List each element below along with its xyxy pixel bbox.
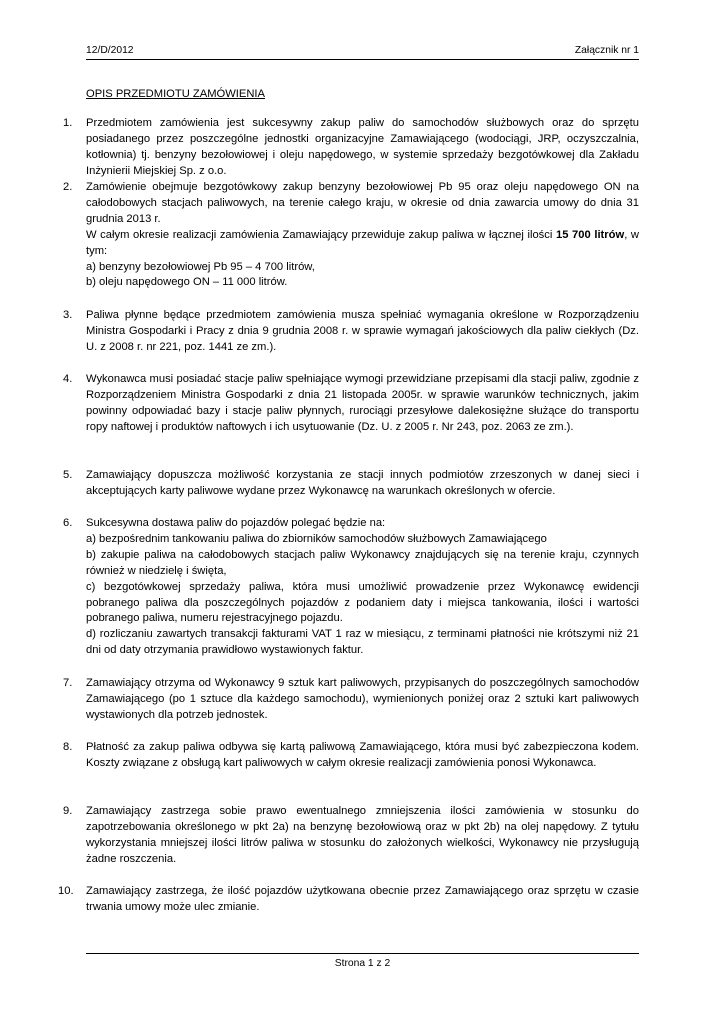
item-text: Zamawiający zastrzega, że ilość pojazdów użytkowana obecnie przez Zamawiającego oraz sprzętu w czasie trwania umowy może ulec zmianie.	[86, 885, 639, 913]
item-number: 3.	[63, 309, 73, 321]
item-text-quantity: W całym okresie realizacji zamówienia Zamawiający przewiduje zakup paliwa w łącznej ilości 15 700 litrów, w tym:	[86, 228, 639, 257]
list-item-6	[63, 516, 639, 659]
sub-item-a: a) bezpośrednim tankowaniu paliwa do zbiorników samochodów służbowych Zamawiającego	[86, 532, 547, 545]
list-item-5	[63, 468, 639, 500]
list-item-8	[63, 740, 639, 772]
item-number: 1.	[63, 117, 73, 129]
item-text: Wykonawca musi posiadać stacje paliw spełniające wymogi przewidziane przepisami dla stacji paliw, zgodnie z Rozporządzeniem Ministra Gospodarki z dnia 21 listopada 2005r. w sprawie warunków technicznych, jakim powinny odpowiadać bazy i stacje paliw płynnych, rurociągi przesyłowe dalekosiężne służące do transportu ropy naftowej i produktów naftowych i ich usytuowanie (Dz. U. z 2005 r. Nr 243, poz. 2063 ze zm.).	[86, 373, 639, 433]
item-text: Zamawiający otrzyma od Wykonawcy 9 sztuk kart paliwowych, przypisanych do poszczególnych samochodów Zamawiającego (po 1 sztuce dla każdego samochodu), wymienionych poniżej oraz 2 sztuki kart paliwowych wystawionych dla potrzeb jednostek.	[86, 677, 639, 721]
item-number: 9.	[63, 805, 73, 817]
sub-item-b: b) zakupie paliwa na całodobowych stacjach paliw Wykonawcy znajdujących się na terenie kraju, czynnych również w niedzielę i święta,	[86, 548, 639, 577]
item-text: Płatność za zakup paliwa odbywa się kartą paliwową Zamawiającego, która musi być zabezpieczona kodem. Koszty związane z obsługą kart paliwowych w całym okresie realizacji zamówienia ponosi Wykonawca.	[86, 741, 639, 769]
item-intro: Sukcesywna dostawa paliw do pojazdów polegać będzie na:	[86, 517, 386, 529]
item-text: Zamawiający dopuszcza możliwość korzystania ze stacji innych podmiotów zrzeszonych w danej sieci i akceptujących karty paliwowe wydane przez Wykonawcę na warunkach określonych w ofercie.	[86, 469, 639, 497]
item-text: Przedmiotem zamówienia jest sukcesywny zakup paliw do samochodów służbowych oraz do sprzętu posiadanego przez poszczególne jednostki organizacyjne Zamawiającego (wodociągi, JRP, oczyszczalnia, kotłownia) tj. benzyny bezołowiowej i oleju napędowego, w systemie sprzedaży bezgotówkowej dla Zakładu Inżynierii Miejskiej Sp. z o.o.	[86, 117, 639, 177]
attachment-label: Załącznik nr 1	[574, 45, 639, 56]
item-number: 6.	[63, 517, 73, 529]
list-item-4	[63, 372, 639, 436]
item-number: 10.	[58, 885, 74, 897]
sub-item-b: b) oleju napędowego ON – 11 000 litrów.	[86, 276, 288, 289]
list-item-1	[63, 116, 639, 180]
item-number: 2.	[63, 181, 73, 193]
list-item-2	[63, 180, 639, 291]
list-item-9	[63, 804, 639, 868]
sub-item-c: c) bezgotówkowej sprzedaży paliwa, która musi umożliwić prowadzenie przez Wykonawcę ewidencji pobranego paliwa dla poszczególnych pojazdów z podaniem daty i miejsca tankowania, ilości i wartości pobranego paliwa, numeru rejestracyjnego pojazdu.	[86, 580, 639, 625]
item-text: Zamówienie obejmuje bezgotówkowy zakup benzyny bezołowiowej Pb 95 oraz oleju napędowego ON na całodobowych stacjach paliwowych, na terenie całego kraju, w okresie od dnia zawarcia umowy do dnia 31 grudnia 2013 r.	[86, 181, 639, 225]
page-footer: Strona 1 z 2	[86, 953, 639, 969]
item-number: 4.	[63, 373, 73, 385]
page-header	[86, 45, 639, 60]
item-text: Zamawiający zastrzega sobie prawo ewentualnego zmniejszenia ilości zamówienia w stosunku do zapotrzebowania określonego w pkt 2a) na benzynę bezołowiową oraz w pkt 2b) na olej napędowy. Z tytułu wykorzystania mniejszej ilości litrów paliwa w stosunku do założonych wielkości, Wykonawcy nie przysługują żadne roszczenia.	[86, 805, 639, 865]
document-title: OPIS PRZEDMIOTU ZAMÓWIENIA	[86, 88, 266, 100]
list-item-3	[63, 308, 639, 356]
document-number: 12/D/2012	[86, 45, 134, 56]
sub-item-a: a) benzyny bezołowiowej Pb 95 – 4 700 litrów,	[86, 260, 315, 273]
item-number: 7.	[63, 677, 73, 689]
item-text: Paliwa płynne będące przedmiotem zamówienia musza spełniać wymagania określone w Rozporządzeniu Ministra Gospodarki i Pracy z dnia 9 grudnia 2008 r. w sprawie wymagań jakościowych dla paliw ciekłych (Dz. U. z 2008 r. nr 221, poz. 1441 ze zm.).	[86, 309, 639, 353]
list-item-7	[63, 676, 639, 724]
item-number: 5.	[63, 469, 73, 481]
sub-item-d: d) rozliczaniu zawartych transakcji fakturami VAT 1 raz w miesiącu, z terminami płatności nie krótszymi niż 21 dni od daty otrzymania prawidłowo wystawionych faktur.	[86, 628, 639, 657]
item-number: 8.	[63, 741, 73, 753]
list-item-10	[58, 884, 639, 916]
